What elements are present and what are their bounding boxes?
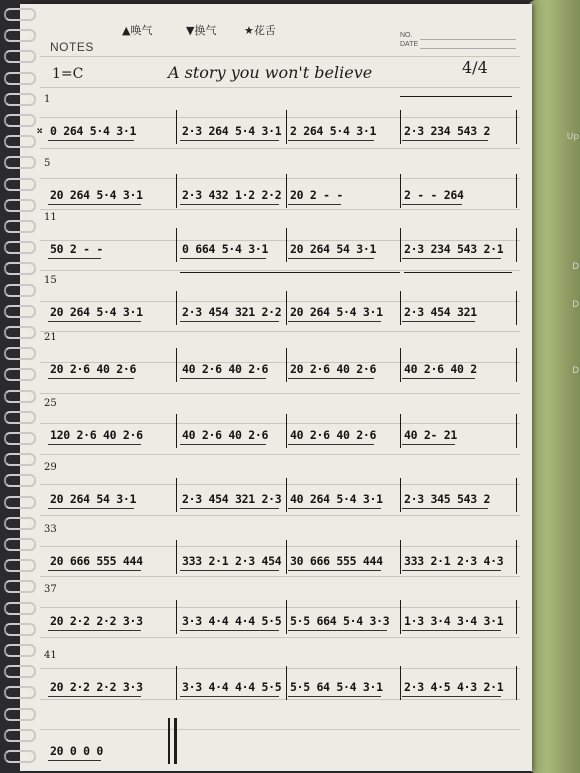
- measure-notes: 2·3 454 321 2·2: [182, 305, 282, 319]
- barline: [400, 348, 401, 382]
- measure-notes: 40 2·6 40 2·6: [182, 362, 269, 376]
- repeat-bracket: [404, 272, 512, 273]
- date-label: DATE: [400, 41, 419, 48]
- barline: [400, 540, 401, 574]
- breath-mark-legend: ▲唤气: [122, 24, 153, 37]
- measure-notes: 40 264 5·4 3·1: [290, 492, 383, 506]
- spiral-ring: [4, 665, 36, 678]
- barline: [286, 174, 287, 208]
- barline: [516, 174, 517, 208]
- barline: [516, 478, 517, 512]
- measure-number: 15: [44, 275, 57, 286]
- barline: [400, 478, 401, 512]
- measure-number: 41: [44, 650, 57, 661]
- barline: [286, 348, 287, 382]
- spiral-ring: [4, 580, 36, 593]
- barline: [176, 666, 177, 700]
- barline: [400, 666, 401, 700]
- barline: [176, 110, 177, 144]
- time-signature: 4/4: [462, 58, 488, 77]
- spiral-ring: [4, 729, 36, 742]
- measure-notes: 20 0 0 0: [50, 744, 103, 758]
- ruled-line: [40, 301, 520, 302]
- barline: [176, 174, 177, 208]
- measure-notes: 2·3 345 543 2: [404, 492, 491, 506]
- barline: [516, 600, 517, 634]
- measure-notes: 120 2·6 40 2·6: [50, 428, 143, 442]
- measure-notes: 20 264 5·4 3·1: [50, 305, 143, 319]
- repeat-bracket: [180, 272, 400, 273]
- ruled-line: [40, 699, 520, 700]
- ruled-line: [40, 729, 520, 730]
- barline: [286, 110, 287, 144]
- measure-notes: 3·3 4·4 4·4 5·5: [182, 614, 282, 628]
- repeat-sign: 𝄪: [37, 122, 43, 136]
- ruled-line: [40, 240, 520, 241]
- barline: [286, 666, 287, 700]
- barline: [286, 478, 287, 512]
- barline: [176, 291, 177, 325]
- spiral-ring: [4, 135, 36, 148]
- measure-notes: 333 2·1 2·3 454: [182, 554, 282, 568]
- keyboard-key-label: Up: [566, 132, 579, 142]
- measure-number: 25: [44, 398, 57, 409]
- barline: [286, 291, 287, 325]
- barline: [286, 600, 287, 634]
- measure-notes: 2 264 5·4 3·1: [290, 124, 377, 138]
- measure-notes: 40 2- 21: [404, 428, 457, 442]
- spiral-ring: [4, 262, 36, 275]
- measure-number: 21: [44, 332, 57, 343]
- ruled-line: [40, 393, 520, 394]
- barline: [400, 414, 401, 448]
- measure-notes: 2·3 454 321 2·3: [182, 492, 282, 506]
- spiral-ring: [4, 326, 36, 339]
- spiral-ring: [4, 72, 36, 85]
- spiral-ring: [4, 284, 36, 297]
- spiral-ring: [4, 199, 36, 212]
- barline: [400, 291, 401, 325]
- notebook-cover-edge: [528, 0, 580, 773]
- ruled-line: [40, 117, 520, 118]
- measure-notes: 0 264 5·4 3·1: [50, 124, 137, 138]
- spiral-ring: [4, 644, 36, 657]
- date-line: [420, 48, 516, 49]
- ruled-line: [40, 87, 520, 88]
- measure-notes: 20 2 - -: [290, 188, 343, 202]
- measure-notes: 2·3 234 543 2: [404, 124, 491, 138]
- barline: [516, 291, 517, 325]
- measure-notes: 2·3 432 1·2 2·2: [182, 188, 282, 202]
- measure-number: 11: [44, 212, 57, 223]
- barline: [400, 110, 401, 144]
- spiral-ring: [4, 750, 36, 763]
- spiral-ring: [4, 453, 36, 466]
- spiral-ring: [4, 220, 36, 233]
- ruled-line: [40, 148, 520, 149]
- measure-number: 1: [44, 94, 51, 105]
- spiral-ring: [4, 474, 36, 487]
- keyboard-key-label: D: [572, 366, 579, 376]
- ruled-line: [40, 607, 520, 608]
- spiral-ring: [4, 538, 36, 551]
- barline: [516, 228, 517, 262]
- ruled-line: [40, 454, 520, 455]
- spiral-ring: [4, 347, 36, 360]
- barline: [176, 414, 177, 448]
- ruled-line: [40, 484, 520, 485]
- ruled-line: [40, 637, 520, 638]
- measure-notes: 1·3 3·4 3·4 3·1: [404, 614, 504, 628]
- measure-notes: 2·3 454 321: [404, 305, 477, 319]
- ruled-line: [40, 668, 520, 669]
- measure-number: 29: [44, 462, 57, 473]
- measure-notes: 2·3 234 543 2·1: [404, 242, 504, 256]
- barline: [176, 540, 177, 574]
- ruled-line: [40, 178, 520, 179]
- barline: [516, 540, 517, 574]
- measure-notes: 30 666 555 444: [290, 554, 383, 568]
- measure-notes: 20 264 5·4 3·1: [290, 305, 383, 319]
- spiral-ring: [4, 178, 36, 191]
- measure-notes: 333 2·1 2·3 4·3: [404, 554, 504, 568]
- final-barline-thick: [174, 718, 177, 764]
- barline: [286, 414, 287, 448]
- notebook-page: [20, 4, 532, 771]
- spiral-ring: [4, 93, 36, 106]
- spiral-ring: [4, 390, 36, 403]
- measure-number: 5: [44, 158, 51, 169]
- measure-notes: 20 666 555 444: [50, 554, 143, 568]
- barline: [176, 228, 177, 262]
- ruled-line: [40, 331, 520, 332]
- spiral-ring: [4, 686, 36, 699]
- ruled-line: [40, 576, 520, 577]
- measure-notes: 20 264 5·4 3·1: [50, 188, 143, 202]
- no-label: NO.: [400, 32, 413, 39]
- measure-notes: 5·5 664 5·4 3·3: [290, 614, 390, 628]
- spiral-ring: [4, 241, 36, 254]
- keyboard-key-label: D: [572, 262, 579, 272]
- barline: [286, 540, 287, 574]
- notes-label: NOTES: [50, 40, 94, 54]
- barline: [516, 110, 517, 144]
- barline: [176, 478, 177, 512]
- key-signature: 1=C: [52, 66, 84, 82]
- spiral-ring: [4, 50, 36, 63]
- repeat-bracket: [400, 96, 512, 97]
- ruled-line: [40, 209, 520, 210]
- barline: [516, 348, 517, 382]
- measure-notes: 3·3 4·4 4·4 5·5: [182, 680, 282, 694]
- measure-notes: 20 264 54 3·1: [50, 492, 137, 506]
- barline: [286, 228, 287, 262]
- ruled-line: [40, 515, 520, 516]
- spiral-ring: [4, 559, 36, 572]
- barline: [400, 174, 401, 208]
- ruled-line: [40, 56, 520, 57]
- keyboard-key-label: D: [572, 300, 579, 310]
- no-line: [420, 39, 516, 40]
- spiral-ring: [4, 305, 36, 318]
- measure-number: 37: [44, 584, 57, 595]
- measure-notes: 20 2·6 40 2·6: [50, 362, 137, 376]
- spiral-ring: [4, 411, 36, 424]
- barline: [400, 228, 401, 262]
- barline: [516, 414, 517, 448]
- measure-notes: 2·3 264 5·4 3·1: [182, 124, 282, 138]
- spiral-ring: [4, 8, 36, 21]
- final-barline: [168, 718, 170, 764]
- song-title: A story you won't believe: [168, 63, 373, 82]
- spiral-binding: [0, 0, 34, 773]
- measure-notes: 50 2 - -: [50, 242, 103, 256]
- measure-notes: 2·3 4·5 4·3 2·1: [404, 680, 504, 694]
- measure-notes: 20 2·6 40 2·6: [290, 362, 377, 376]
- measure-notes: 20 2·2 2·2 3·3: [50, 680, 143, 694]
- exhale-mark-legend: ▼换气: [186, 24, 217, 37]
- spiral-ring: [4, 156, 36, 169]
- spiral-ring: [4, 708, 36, 721]
- barline: [400, 600, 401, 634]
- ruled-line: [40, 423, 520, 424]
- spiral-ring: [4, 517, 36, 530]
- barline: [516, 666, 517, 700]
- measure-notes: 40 2·6 40 2·6: [290, 428, 377, 442]
- measure-notes: 40 2·6 40 2·6: [182, 428, 269, 442]
- measure-number: 33: [44, 524, 57, 535]
- spiral-ring: [4, 623, 36, 636]
- barline: [176, 600, 177, 634]
- measure-notes: 40 2·6 40 2: [404, 362, 477, 376]
- spiral-ring: [4, 496, 36, 509]
- ruled-line: [40, 546, 520, 547]
- spiral-ring: [4, 368, 36, 381]
- spiral-ring: [4, 432, 36, 445]
- barline: [176, 348, 177, 382]
- measure-notes: 20 264 54 3·1: [290, 242, 377, 256]
- measure-notes: 5·5 64 5·4 3·1: [290, 680, 383, 694]
- measure-notes: 0 664 5·4 3·1: [182, 242, 269, 256]
- spiral-ring: [4, 602, 36, 615]
- spiral-ring: [4, 29, 36, 42]
- flutter-tongue-legend: ★花舌: [244, 24, 276, 37]
- spiral-ring: [4, 114, 36, 127]
- measure-notes: 2 - - 264: [404, 188, 464, 202]
- measure-notes: 20 2·2 2·2 3·3: [50, 614, 143, 628]
